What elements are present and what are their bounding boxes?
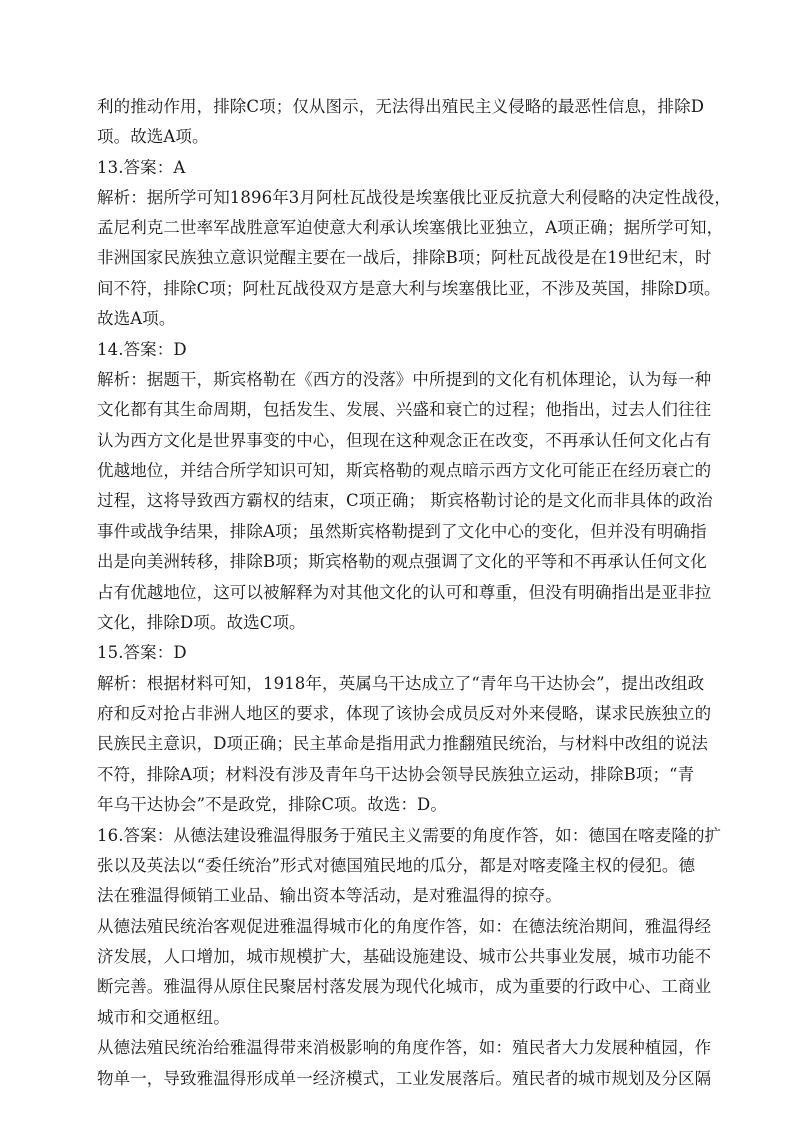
text-line: 项。故选A项。 — [97, 127, 209, 146]
text-line: 年乌干达协会”不是政党，排除C项。故选：D。 — [97, 795, 447, 814]
text-line: 文化都有其生命周期，包括发生、发展、兴盛和衰亡的过程；他指出，过去人们往往 — [97, 400, 712, 419]
text-line: 张以及英法以“委任统治”形式对德国殖民地的瓜分，都是对喀麦隆主权的侵犯。德 — [97, 856, 696, 875]
text-line: 城市和交通枢纽。 — [97, 1008, 230, 1027]
text-line: 故选A项。 — [97, 309, 176, 328]
text-line: 占有优越地位，这可以被解释为对其他文化的认可和尊重，但没有明确指出是亚非拉 — [97, 583, 712, 602]
text-line: 从德法殖民统治客观促进雅温得城市化的角度作答，如：在德法统治期间，雅温得经 — [97, 917, 712, 936]
answer-heading: 16.答案：从德法建设雅温得服务于殖民主义需要的角度作答，如：德国在喀麦隆的扩 — [97, 826, 722, 845]
text-line: 利的推动作用，排除C项；仅从图示，无法得出殖民主义侵略的最恶性信息，排除D — [97, 97, 705, 116]
text-line: 事件或战争结果，排除A项；虽然斯宾格勒提到了文化中心的变化，但并没有明确指 — [97, 522, 707, 541]
text-line: 解析：根据材料可知，1918年，英属乌干达成立了“青年乌干达协会”，提出改组政 — [97, 674, 705, 693]
text-line: 优越地位，并结合所学知识可知，斯宾格勒的观点暗示西方文化可能正在经历衰亡的 — [97, 461, 712, 480]
text-line: 出是向美洲转移，排除B项；斯宾格勒的观点强调了文化的平等和不再承认任何文化 — [97, 552, 707, 571]
text-line: 文化，排除D项。故选C项。 — [97, 613, 306, 632]
answer-heading: 14.答案：D — [97, 340, 187, 359]
answer-heading: 15.答案：D — [97, 643, 187, 662]
text-line: 解析：据题干，斯宾格勒在《西方的没落》中所提到的文化有机体理论，认为每一种 — [97, 370, 712, 389]
text-line: 府和反对抢占非洲人地区的要求，体现了该协会成员反对外来侵略，谋求民族独立的 — [97, 704, 712, 723]
text-line: 从德法殖民统治给雅温得带来消极影响的角度作答，如：殖民者大力发展种植园，作 — [97, 1038, 712, 1057]
text-line: 断完善。雅温得从原住民聚居村落发展为现代化城市，成为重要的行政中心、工商业 — [97, 977, 712, 996]
text-line: 民族民主意识，D项正确；民主革命是指用武力推翻殖民统治，与材料中改组的说法 — [97, 734, 708, 753]
text-line: 过程，这将导致西方霸权的结束，C项正确； 斯宾格勒讨论的是文化而非具体的政治 — [97, 491, 713, 510]
text-line: 不符，排除A项；材料没有涉及青年乌干达协会领导民族独立运动，排除B项；“青 — [97, 765, 695, 784]
text-line: 济发展，人口增加，城市规模扩大，基础设施建设、城市公共事业发展，城市功能不 — [97, 947, 712, 966]
text-line: 物单一，导致雅温得形成单一经济模式，工业发展落后。殖民者的城市规划及分区隔 — [97, 1069, 712, 1088]
text-line: 间不符，排除C项；阿杜瓦战役双方是意大利与埃塞俄比亚，不涉及英国，排除D项。 — [97, 279, 721, 298]
answer-heading: 13.答案：A — [97, 158, 186, 177]
text-line: 法在雅温得倾销工业品、输出资本等活动，是对雅温得的掠夺。 — [97, 886, 562, 905]
text-line: 认为西方文化是世界事变的中心，但现在这种观念正在改变，不再承认任何文化占有 — [97, 431, 712, 450]
text-line: 非洲国家民族独立意识觉醒主要在一战后，排除B项；阿杜瓦战役是在19世纪末，时 — [97, 248, 712, 267]
text-line: 孟尼利克二世率军战胜意军迫使意大利承认埃塞俄比亚独立，A项正确；据所学可知， — [97, 218, 724, 237]
text-line: 解析：据所学可知1896年3月阿杜瓦战役是埃塞俄比亚反抗意大利侵略的决定性战役， — [97, 188, 731, 207]
